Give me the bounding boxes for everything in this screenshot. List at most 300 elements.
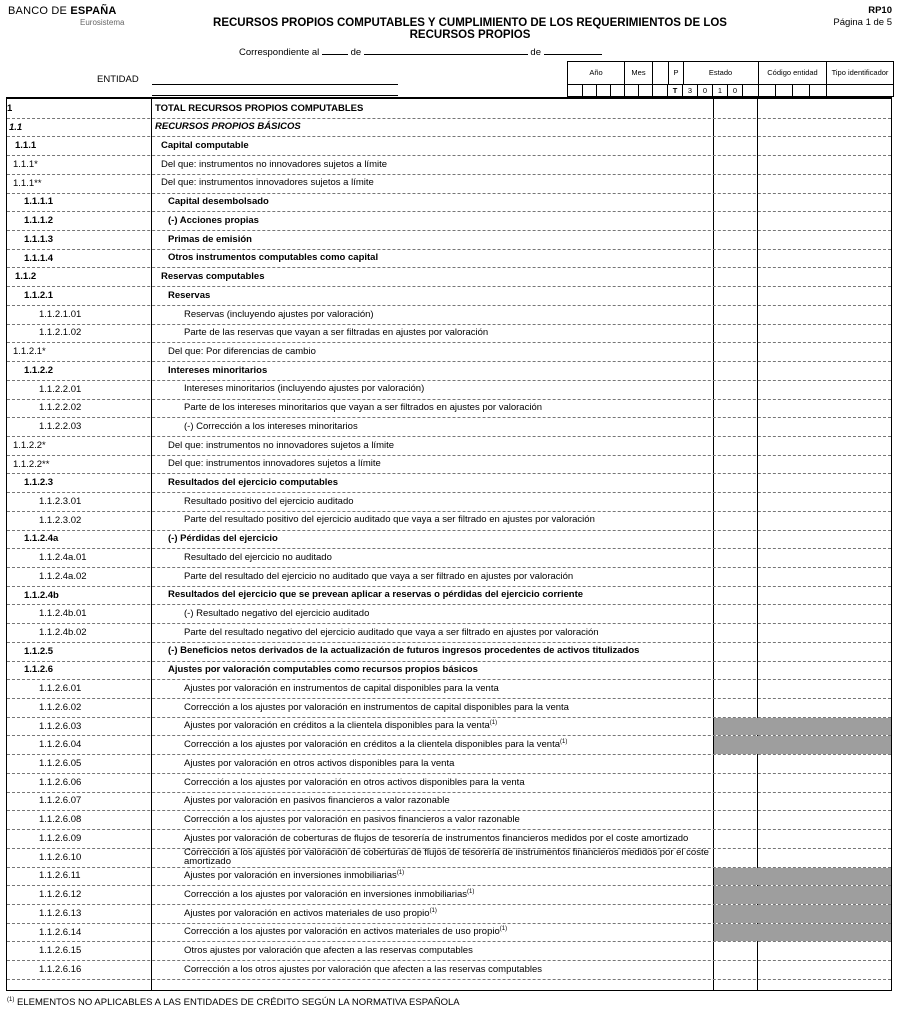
- row-label-text: (-) Pérdidas del ejercicio: [168, 533, 278, 545]
- table-row: [7, 399, 891, 419]
- row-label: [184, 324, 711, 343]
- value-cell-1[interactable]: [714, 305, 757, 324]
- row-code: 1.1.2.4a.01: [39, 552, 87, 564]
- period-month-field[interactable]: [364, 45, 528, 55]
- row-label-text: RECURSOS PROPIOS BÁSICOS: [155, 121, 301, 133]
- value-cell-1[interactable]: [714, 642, 757, 661]
- table-row: [7, 530, 891, 550]
- row-label-wrap: [184, 909, 437, 919]
- value-cell-2[interactable]: [758, 642, 891, 661]
- row-label: [184, 380, 711, 399]
- value-cell-1[interactable]: [714, 286, 757, 305]
- table-row: [7, 941, 891, 961]
- row-label-text: (-) Beneficios netos derivados de la actualización de futuros ingresos procedentes de activos titulizados: [168, 645, 640, 657]
- value-cell-2[interactable]: [758, 792, 891, 811]
- table-row: [7, 211, 891, 231]
- value-cell-1[interactable]: [714, 99, 757, 118]
- value-cell-2[interactable]: [758, 829, 891, 848]
- value-cell-2[interactable]: [758, 305, 891, 324]
- value-cell-2[interactable]: [758, 492, 891, 511]
- table-row: [7, 324, 891, 344]
- value-cell-1[interactable]: [714, 848, 757, 867]
- row-code: 1.1.2.3.01: [39, 495, 82, 507]
- row-code: 1.1.2.6.11: [39, 870, 81, 882]
- row-label-text: Ajustes por valoración computables como recursos propios básicos: [168, 664, 478, 676]
- col-header-p: P: [668, 62, 684, 84]
- value-cell-1: [714, 867, 757, 886]
- logo-text-bold: ESPAÑA: [70, 5, 117, 17]
- value-cell-1[interactable]: [714, 773, 757, 792]
- row-label: [168, 661, 711, 680]
- table-row: [7, 698, 891, 718]
- row-code: 1.1.2.5: [24, 645, 54, 657]
- footnote-mark: (1): [7, 997, 15, 1003]
- identification-header: [567, 61, 894, 97]
- id-type-box[interactable]: [827, 85, 893, 96]
- value-cell-2[interactable]: [758, 511, 891, 530]
- row-label: [184, 604, 711, 623]
- value-cell-2[interactable]: [758, 324, 891, 343]
- row-label-text: Parte del resultado positivo del ejercicio auditado que vaya a ser filtrado en ajustes por valoración: [184, 514, 595, 526]
- row-label: [184, 885, 711, 904]
- value-cell-1[interactable]: [714, 118, 757, 137]
- row-label-text: (-) Corrección a los intereses minoritarios: [184, 420, 358, 432]
- value-cell-1[interactable]: [714, 530, 757, 549]
- entity-field[interactable]: [152, 84, 398, 85]
- year-box-4[interactable]: [611, 85, 625, 96]
- value-cell-2[interactable]: [758, 473, 891, 492]
- row-code: 1.1.2.6.06: [39, 776, 82, 788]
- row-code: 1.1.2.2.02: [39, 402, 82, 414]
- table-row: [7, 174, 891, 194]
- table-row: [7, 305, 891, 325]
- value-cell-1[interactable]: [714, 567, 757, 586]
- row-label: [168, 361, 711, 380]
- footnote-ref: (1): [467, 888, 475, 895]
- row-code: 1.1.2.6.16: [39, 963, 82, 975]
- table-row: [7, 735, 891, 755]
- value-cell-1[interactable]: [714, 342, 757, 361]
- value-cell-1[interactable]: [714, 417, 757, 436]
- logo-subtitle: Eurosistema: [80, 18, 125, 27]
- table-row: [7, 548, 891, 568]
- row-label-text: Ajustes por valoración en inversiones inmobiliarias: [184, 870, 397, 882]
- table-row: [7, 773, 891, 793]
- value-cell-2[interactable]: [758, 286, 891, 305]
- table-row: [7, 885, 891, 905]
- value-cell-2[interactable]: [758, 136, 891, 155]
- value-cell-2[interactable]: [758, 455, 891, 474]
- logo-text: BANCO DE: [8, 5, 71, 17]
- row-label-text: TOTAL RECURSOS PROPIOS COMPUTABLES: [155, 102, 364, 114]
- value-cell-2[interactable]: [758, 960, 891, 979]
- row-label-text: Otros ajustes por valoración que afecten a las reservas computables: [184, 945, 473, 956]
- row-code: 1.1.2: [15, 271, 37, 283]
- value-cell-1: [714, 923, 757, 942]
- value-cell-1[interactable]: [714, 436, 757, 455]
- row-label-text: Intereses minoritarios (incluyendo ajustes por valoración): [184, 383, 425, 395]
- row-label: [184, 923, 711, 942]
- month-box-1[interactable]: [625, 85, 639, 96]
- row-label-text: Ajustes por valoración en créditos a la clientela disponibles para la venta: [184, 720, 490, 732]
- row-code: 1.1.1.2: [24, 215, 54, 227]
- value-cell-2[interactable]: [758, 567, 891, 586]
- row-label-text: Reservas: [168, 289, 211, 301]
- row-code: 1.1.2.2.03: [39, 421, 82, 433]
- table-row: [7, 230, 891, 250]
- value-cell-1[interactable]: [714, 604, 757, 623]
- table-row: [7, 904, 891, 924]
- row-code: 1.1.2.1*: [13, 346, 46, 358]
- row-code: 1.1.2.6.08: [39, 814, 82, 826]
- row-code: 1.1.2.6.03: [39, 720, 82, 732]
- row-label-text: Ajustes por valoración en otros activos disponibles para la venta: [184, 757, 455, 769]
- row-code: 1.1.2.6.14: [39, 926, 82, 938]
- row-code: 1: [7, 102, 13, 114]
- value-cell-2[interactable]: [758, 586, 891, 605]
- row-code: 1.1.1.3: [24, 233, 54, 245]
- row-code: 1.1.2.4b.01: [39, 608, 87, 620]
- row-label-text: Parte del resultado negativo del ejercicio auditado que vaya a ser filtrado en ajustes por valoración: [184, 626, 599, 638]
- table-row: [7, 960, 891, 980]
- period-day-field[interactable]: [322, 45, 348, 55]
- table-row: [7, 267, 891, 287]
- row-label: [184, 698, 711, 717]
- table-row: [7, 118, 891, 138]
- value-cell-1[interactable]: [714, 249, 757, 268]
- table-row: [7, 436, 891, 456]
- period-de-1: de: [350, 47, 362, 58]
- footnote-ref: (1): [489, 720, 498, 727]
- value-cell-2: [758, 923, 891, 942]
- form-code: RP10: [868, 5, 892, 16]
- estado-digit: 0: [698, 85, 713, 96]
- row-label: [168, 586, 711, 605]
- row-code: 1.1.1**: [13, 177, 42, 189]
- row-label: [161, 267, 711, 286]
- value-cell-1[interactable]: [714, 473, 757, 492]
- row-label-text: Del que: instrumentos no innovadores sujetos a límite: [168, 439, 395, 451]
- col-header-estado: Estado: [683, 62, 759, 84]
- form-title: [150, 17, 790, 41]
- row-code: 1.1.1*: [13, 159, 38, 171]
- value-cell-2[interactable]: [758, 193, 891, 212]
- row-code: 1.1.2.4b: [24, 589, 59, 601]
- row-label: [184, 754, 711, 773]
- value-cell-2[interactable]: [758, 661, 891, 680]
- value-cell-2[interactable]: [758, 773, 891, 792]
- value-cell-1[interactable]: [714, 174, 757, 193]
- value-cell-2[interactable]: [758, 623, 891, 642]
- row-label-text: (-) Acciones propias: [168, 214, 259, 226]
- value-cell-1[interactable]: [714, 455, 757, 474]
- row-label-text: Del que: instrumentos innovadores sujetos a límite: [168, 458, 381, 470]
- row-label: [161, 155, 711, 174]
- table-row: [7, 661, 891, 681]
- row-label-text: Corrección a los otros ajustes por valoración que afecten a las reservas computables: [184, 963, 543, 975]
- value-cell-1[interactable]: [714, 792, 757, 811]
- table-row: [7, 829, 891, 849]
- value-cell-1: [714, 885, 757, 904]
- table-row: [7, 380, 891, 400]
- value-cell-2: [758, 904, 891, 923]
- row-label-text: Capital computable: [161, 140, 249, 152]
- row-label: [168, 193, 711, 212]
- value-cell-2[interactable]: [758, 361, 891, 380]
- row-label-text: Resultados del ejercicio computables: [168, 477, 338, 488]
- value-cell-1[interactable]: [714, 960, 757, 979]
- table-row: [7, 717, 891, 737]
- value-cell-2[interactable]: [758, 230, 891, 249]
- value-cell-2[interactable]: [758, 399, 891, 418]
- row-label-wrap: [184, 871, 404, 881]
- row-label: [184, 941, 711, 960]
- entity-code-box-4[interactable]: [810, 85, 827, 96]
- table-row: [7, 586, 891, 606]
- row-label: [184, 829, 711, 848]
- entity-code-box-2[interactable]: [776, 85, 793, 96]
- row-code: 1.1: [9, 121, 23, 133]
- table-row: [7, 417, 891, 437]
- table-row: [7, 155, 891, 175]
- row-code: 1.1.2.6.15: [39, 945, 82, 957]
- value-cell-1[interactable]: [714, 548, 757, 567]
- value-cell-1: [714, 735, 757, 754]
- spacer-box: [653, 85, 668, 96]
- row-label: [184, 417, 711, 436]
- year-box-1[interactable]: [568, 85, 583, 96]
- row-label-text: Ajustes por valoración de coberturas de flujos de tesorería de instrumentos financieros medidos por el coste amortizado: [184, 832, 689, 844]
- form-title-line2: RECURSOS PROPIOS: [409, 29, 531, 41]
- value-cell-2[interactable]: [758, 810, 891, 829]
- row-label-wrap: [184, 890, 474, 900]
- footnote-text: ELEMENTOS NO APLICABLES A LAS ENTIDADES DE CRÉDITO SEGÚN LA NORMATIVA ESPAÑOLA: [14, 997, 460, 1008]
- table-row: [7, 249, 891, 269]
- table-row: [7, 604, 891, 624]
- row-label-text: Parte del resultado del ejercicio no auditado que vaya a ser filtrado en ajustes por valoración: [184, 570, 574, 582]
- row-label-wrap: [184, 927, 507, 937]
- value-cell-2[interactable]: [758, 436, 891, 455]
- value-cell-1[interactable]: [714, 941, 757, 960]
- row-label: [184, 679, 711, 698]
- estado-digit: 3: [683, 85, 698, 96]
- value-cell-1[interactable]: [714, 623, 757, 642]
- row-label: [168, 230, 711, 249]
- value-cell-2[interactable]: [758, 754, 891, 773]
- footnote-ref: (1): [499, 926, 508, 933]
- row-label-text: Corrección a los ajustes por valoración en pasivos financieros a valor razonable: [184, 813, 520, 825]
- row-label: [184, 399, 711, 418]
- value-cell-1[interactable]: [714, 267, 757, 286]
- row-label-wrap: [184, 740, 567, 750]
- col-header-id-type: Tipo identificador: [831, 68, 889, 77]
- row-label-text: Corrección a los ajustes por valoración en instrumentos de capital disponibles para la venta: [184, 701, 569, 713]
- entity-label: ENTIDAD: [97, 74, 139, 85]
- row-code: 1.1.2.1: [24, 290, 54, 302]
- value-cell-2[interactable]: [758, 417, 891, 436]
- value-cell-1[interactable]: [714, 230, 757, 249]
- value-cell-1[interactable]: [714, 324, 757, 343]
- bank-logo: [8, 5, 125, 27]
- table-row: [7, 623, 891, 643]
- period-de-2: de: [530, 47, 541, 58]
- row-label-wrap: [184, 721, 497, 731]
- row-label: [184, 848, 711, 867]
- value-cell-1[interactable]: [714, 679, 757, 698]
- row-label: [168, 286, 711, 305]
- col-header-entity-code: Código entidad: [759, 62, 827, 84]
- year-box-3[interactable]: [597, 85, 611, 96]
- table-row: [7, 136, 891, 156]
- value-cell-2[interactable]: [758, 99, 891, 118]
- identification-boxes: [568, 84, 893, 96]
- value-cell-2: [758, 885, 891, 904]
- footnote: [7, 997, 460, 1008]
- year-box-2[interactable]: [583, 85, 597, 96]
- value-cell-2[interactable]: [758, 342, 891, 361]
- table-row: [7, 848, 891, 868]
- row-code: 1.1.2.6.10: [39, 851, 82, 863]
- table-row: [7, 286, 891, 306]
- row-code: 1.1.2.1.01: [39, 308, 82, 320]
- row-label-text: Resultados del ejercicio que se prevean aplicar a reservas o pérdidas del ejercicio corriente: [168, 589, 584, 601]
- row-label-text: Corrección a los ajustes por valoración de coberturas de flujos de tesorería de instrumentos financieros medidos por el coste amortizado: [184, 846, 709, 868]
- value-cell-1[interactable]: [714, 511, 757, 530]
- row-label-text: Ajustes por valoración en pasivos financieros a valor razonable: [184, 795, 450, 807]
- table-row: [7, 473, 891, 493]
- value-cell-2[interactable]: [758, 848, 891, 867]
- row-label-text: Corrección a los ajustes por valoración en activos materiales de uso propio: [184, 926, 500, 938]
- row-label: [184, 867, 711, 886]
- value-cell-2[interactable]: [758, 155, 891, 174]
- row-label-text: Resultado positivo del ejercicio auditado: [184, 495, 354, 507]
- value-cell-2[interactable]: [758, 380, 891, 399]
- col-header-year: Año: [568, 62, 625, 84]
- estado-digit: 0: [728, 85, 743, 96]
- month-box-2[interactable]: [639, 85, 653, 96]
- row-code: 1.1.2.6.02: [39, 701, 82, 713]
- row-label: [184, 623, 711, 642]
- row-label: [168, 436, 711, 455]
- row-label: [184, 773, 711, 792]
- value-cell-2[interactable]: [758, 211, 891, 230]
- row-label: [168, 249, 711, 268]
- entity-code-box-1[interactable]: [759, 85, 776, 96]
- row-label: [168, 455, 711, 474]
- row-label: [168, 473, 711, 492]
- value-cell-1[interactable]: [714, 661, 757, 680]
- table-row: [7, 810, 891, 830]
- value-cell-1[interactable]: [714, 754, 757, 773]
- row-label: [184, 717, 711, 736]
- value-cell-1[interactable]: [714, 829, 757, 848]
- row-label: [184, 511, 711, 530]
- row-code: 1.1.2.4a.02: [39, 570, 87, 582]
- value-cell-1: [714, 904, 757, 923]
- value-cell-2[interactable]: [758, 679, 891, 698]
- value-cell-2[interactable]: [758, 249, 891, 268]
- table-row: [7, 567, 891, 587]
- row-label-text: Capital desembolsado: [168, 196, 269, 208]
- row-label-text: Corrección a los ajustes por valoración en inversiones inmobiliarias: [184, 888, 468, 900]
- table-row: [7, 99, 891, 119]
- row-label-text: Corrección a los ajustes por valoración en créditos a la clientela disponibles para la venta: [184, 739, 560, 751]
- table-row: [7, 867, 891, 887]
- row-code: 1.1.2.4a: [24, 533, 59, 545]
- row-code: 1.1.1.4: [24, 252, 54, 264]
- value-cell-2: [758, 735, 891, 754]
- value-cell-1[interactable]: [714, 361, 757, 380]
- row-label-text: Del que: instrumentos no innovadores sujetos a límite: [161, 158, 388, 170]
- table-row: [7, 511, 891, 531]
- row-code: 1.1.2.2*: [13, 439, 46, 451]
- table-row: [7, 642, 891, 662]
- table-row: [7, 455, 891, 475]
- row-label: [184, 960, 711, 979]
- period-year-field[interactable]: [544, 45, 602, 55]
- row-code: 1.1.2.6.07: [39, 795, 82, 807]
- row-label-text: (-) Resultado negativo del ejercicio auditado: [184, 608, 370, 620]
- row-label: [184, 735, 711, 754]
- value-cell-2[interactable]: [758, 604, 891, 623]
- value-cell-1[interactable]: [714, 380, 757, 399]
- row-label: [155, 99, 711, 118]
- row-label: [168, 642, 711, 661]
- value-cell-1[interactable]: [714, 698, 757, 717]
- row-label-text: Resultado del ejercicio no auditado: [184, 551, 332, 563]
- value-cell-1[interactable]: [714, 810, 757, 829]
- row-label-text: Ajustes por valoración en instrumentos de capital disponibles para la venta: [184, 682, 499, 694]
- row-label: [184, 567, 711, 586]
- value-cell-2[interactable]: [758, 530, 891, 549]
- table-row: [7, 342, 891, 362]
- row-code: 1.1.2.6.13: [39, 907, 82, 919]
- row-label: [184, 305, 711, 324]
- value-cell-1[interactable]: [714, 399, 757, 418]
- row-label-text: Primas de emisión: [168, 233, 252, 245]
- row-label-text: Del que: instrumentos innovadores sujetos a límite: [161, 177, 374, 189]
- row-label: [168, 530, 711, 549]
- table-row: [7, 361, 891, 381]
- value-cell-1[interactable]: [714, 155, 757, 174]
- row-label-text: Corrección a los ajustes por valoración en otros activos disponibles para la venta: [184, 776, 525, 788]
- value-cell-1[interactable]: [714, 586, 757, 605]
- estado-digit: 1: [713, 85, 728, 96]
- footnote-ref: (1): [560, 739, 568, 746]
- value-cell-2[interactable]: [758, 174, 891, 193]
- value-cell-2[interactable]: [758, 548, 891, 567]
- entity-code-box-3[interactable]: [793, 85, 810, 96]
- value-cell-2[interactable]: [758, 941, 891, 960]
- entity-field-line2[interactable]: [152, 95, 398, 96]
- value-cell-2[interactable]: [758, 118, 891, 137]
- col-header-month: Mes: [625, 62, 653, 84]
- page-number: Página 1 de 5: [833, 17, 892, 28]
- value-cell-2[interactable]: [758, 267, 891, 286]
- row-label: [184, 810, 711, 829]
- value-cell-2[interactable]: [758, 698, 891, 717]
- value-cell-1[interactable]: [714, 492, 757, 511]
- row-code: 1.1.2.3: [24, 477, 54, 489]
- form-code-block: [833, 5, 892, 29]
- value-cell-1[interactable]: [714, 193, 757, 212]
- row-label-text: Parte de los intereses minoritarios que vayan a ser filtrados en ajustes por valoración: [184, 402, 543, 414]
- row-code: 1.1.2.3.02: [39, 514, 82, 526]
- value-cell-1[interactable]: [714, 211, 757, 230]
- row-label: [184, 548, 711, 567]
- row-label: [161, 174, 711, 193]
- value-cell-1[interactable]: [714, 136, 757, 155]
